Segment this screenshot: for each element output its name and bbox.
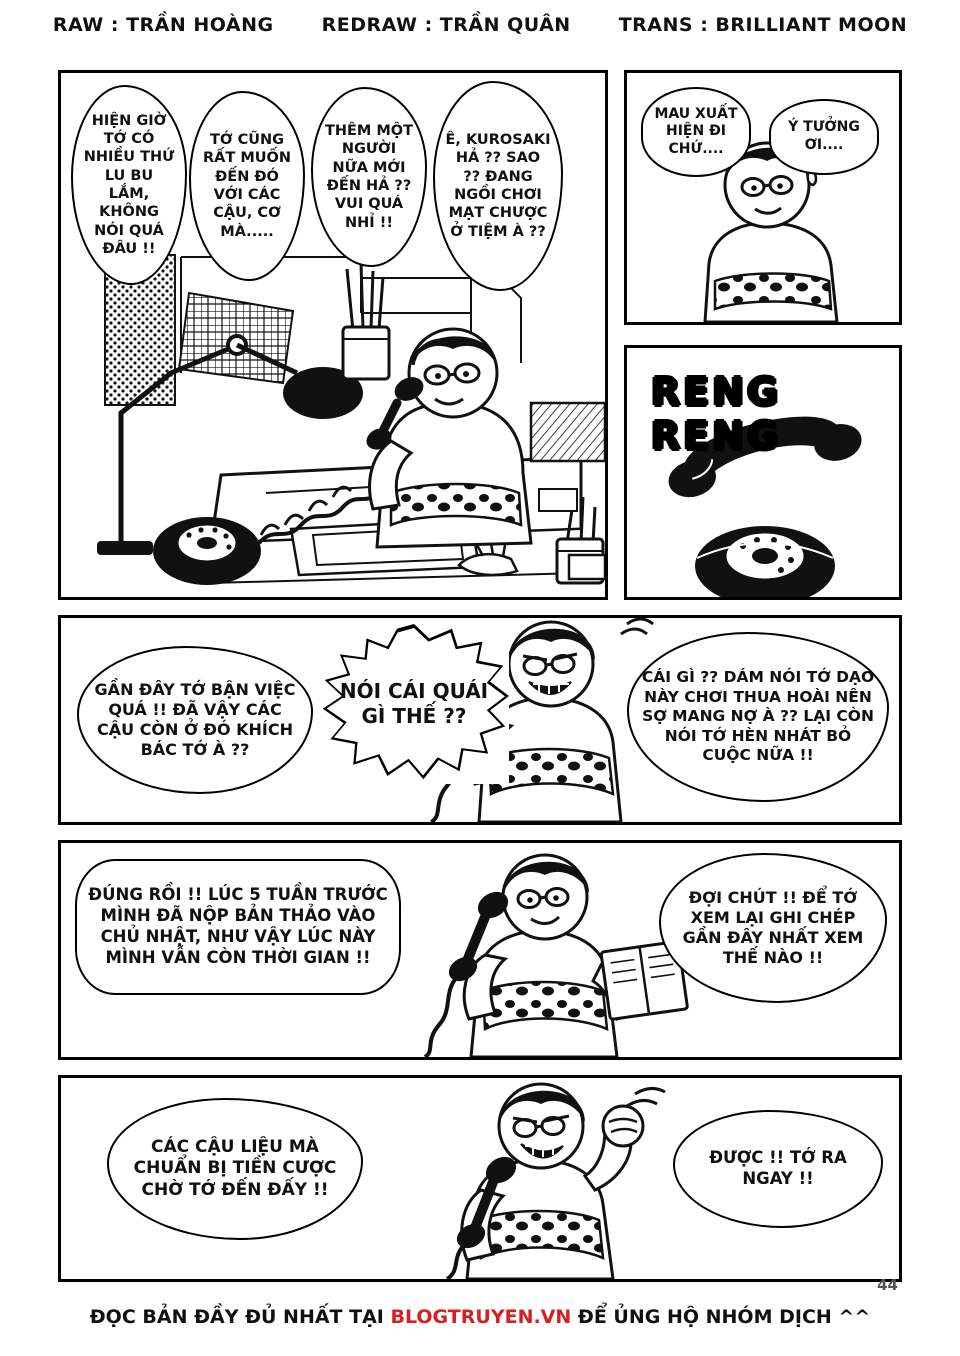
comic-panel-5 <box>58 840 902 1060</box>
bubble-p1-3: THÊM MỘT NGƯỜI NỮA MỚI ĐẾN HẢ ?? VUI QUÁ NHỈ !! <box>311 87 427 267</box>
footer-before: ĐỌC BẢN ĐẦY ĐỦ NHẤT TẠI <box>89 1306 391 1328</box>
comic-panel-1 <box>58 70 608 600</box>
comic-panel-6 <box>58 1075 902 1282</box>
comic-panel-3 <box>624 345 902 600</box>
bubble-p2-1: MAU XUẤT HIỆN ĐI CHỨ.... <box>641 87 751 177</box>
bubble-p1-1: HIỆN GIỜ TỚ CÓ NHIỀU THỨ LU BU LẮM, KHÔNG NÓI QUÁ ĐÂU !! <box>71 85 187 285</box>
bubble-p2-2: Ý TƯỞNG ƠI.... <box>769 99 879 175</box>
bubble-p6-2: ĐƯỢC !! TỚ RA NGAY !! <box>673 1110 883 1228</box>
sfx-reng-reng: RENG RENG <box>651 370 782 458</box>
bubble-p5-2: ĐỢI CHÚT !! ĐỂ TỚ XEM LẠI GHI CHÉP GẦN ĐÂY NHẤT XEM THẾ NÀO !! <box>659 853 887 1003</box>
bubble-p4-3: CÁI GÌ ?? DÁM NÓI TỚ DẠO NÀY CHƠI THUA HOÀI NÊN SỢ MANG NỢ À ?? LẠI CÒN NÓI TỚ HÈN NHÁT BỎ CUỘC NỮA !! <box>627 632 889 802</box>
bubble-p4-1: GẦN ĐÂY TỚ BẬN VIỆC QUÁ !! ĐÃ VẬY CÁC CẬU CÒN Ở ĐÓ KHÍCH BÁC TỚ À ?? <box>77 646 313 794</box>
credit-redraw: REDRAW : TRẦN QUÂN <box>321 14 571 36</box>
bubble-p1-4: Ê, KUROSAKI HẢ ?? SAO ?? ĐANG NGỒI CHƠI MẠT CHƯỢC Ở TIỆM À ?? <box>433 81 563 291</box>
credit-trans: TRANS : BRILLIANT MOON <box>618 14 908 36</box>
page-number: 44 <box>877 1276 898 1294</box>
footer-credit <box>0 1306 960 1328</box>
bubble-p1-2: TỚ CŨNG RẤT MUỐN ĐẾN ĐÓ VỚI CÁC CẬU, CƠ MÀ..... <box>189 91 305 281</box>
footer-after: ĐỂ ỦNG HỘ NHÓM DỊCH ^^ <box>571 1306 871 1328</box>
credits-header <box>0 14 960 36</box>
bubble-p4-shout: NÓI CÁI QUÁI GÌ THẾ ?? <box>319 624 509 784</box>
comic-panel-4 <box>58 615 902 825</box>
comic-page <box>58 70 902 1282</box>
footer-site-link[interactable]: BLOGTRUYEN.VN <box>390 1306 572 1328</box>
comic-panel-2 <box>624 70 902 325</box>
bubble-p6-1: CÁC CẬU LIỆU MÀ CHUẨN BỊ TIỀN CƯỢC CHỜ TỚ ĐẾN ĐẤY !! <box>107 1098 363 1240</box>
bubble-p5-1: ĐÚNG RỒI !! LÚC 5 TUẦN TRƯỚC MÌNH ĐÃ NỘP BẢN THẢO VÀO CHỦ NHẬT, NHƯ VẬY LÚC NÀY MÌNH VẪN CÒN THỜI GIAN !! <box>75 859 401 995</box>
credit-raw: RAW : TRẦN HOÀNG <box>52 14 274 36</box>
